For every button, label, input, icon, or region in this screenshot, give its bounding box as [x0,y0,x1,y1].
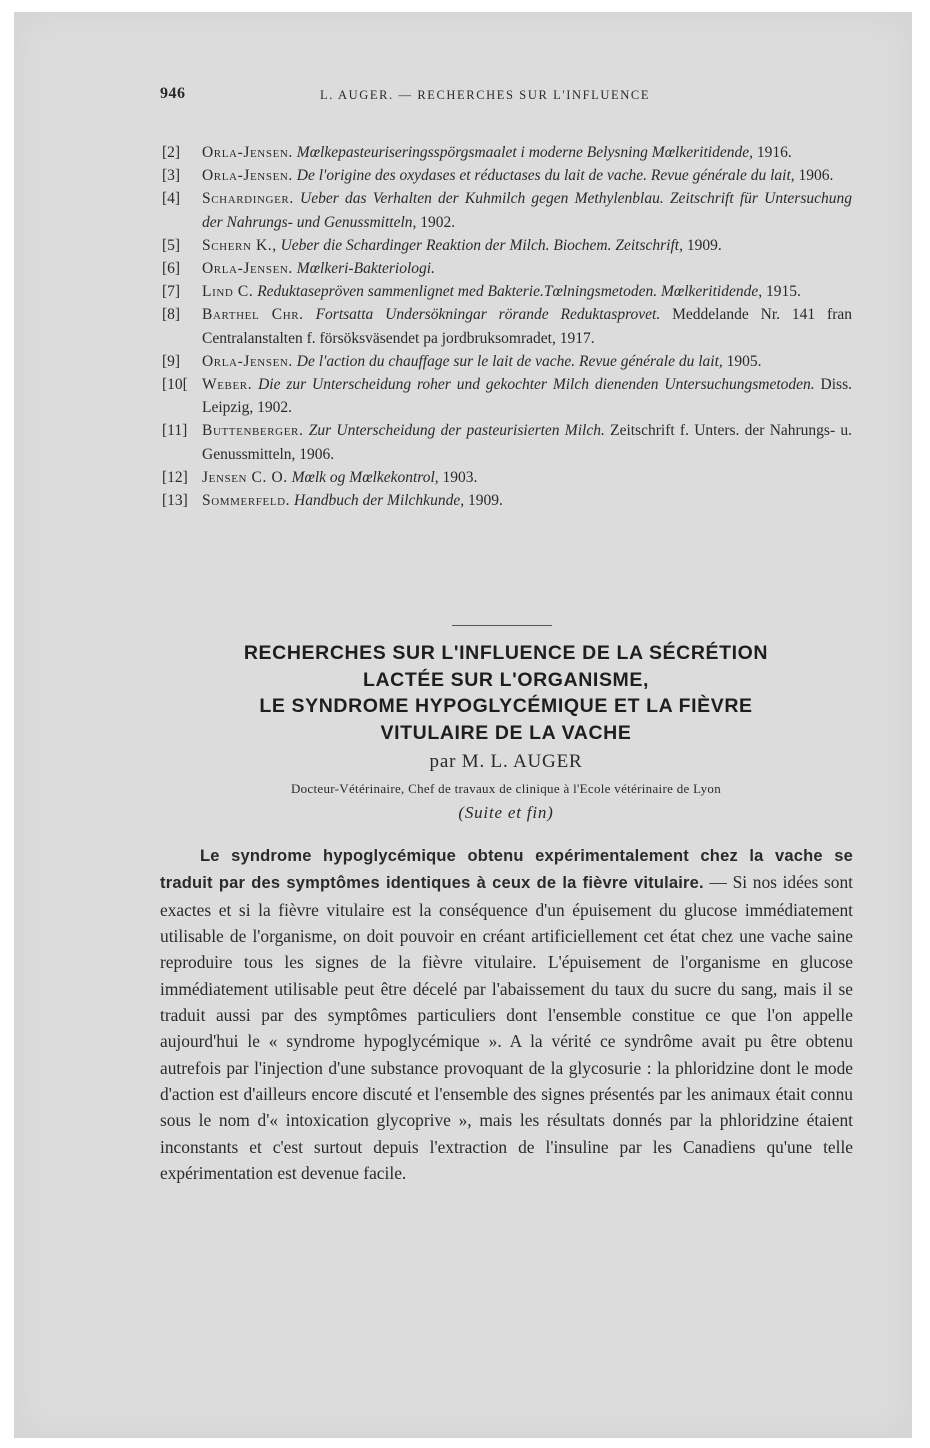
reference-body [202,187,852,233]
reference-item [162,164,852,187]
reference-detail: 1906. [794,167,834,185]
reference-title: Ueber das Verhalten der Kuhmilch gegen Methylenblau. Zeitschrift für Untersuchung der Nahrungs- und Genussmitteln, [202,190,852,231]
reference-item [162,419,852,465]
reference-title: Fortsatta Undersökningar rörande Reduktasprovet. [315,306,661,324]
running-head: L. AUGER. — RECHERCHES SUR L'INFLUENCE [320,88,651,102]
reference-item [162,257,852,280]
reference-author: Orla-Jensen. [202,167,293,185]
reference-detail: 1916. [752,144,792,161]
reference-item [162,373,852,419]
page-header [160,85,860,109]
reference-detail: Meddelande Nr. 141 fran Centralanstalten f. försöksväsendet pa jordbruksomradet, 1917. [202,306,852,347]
reference-title: Mœlk og Mœlkekontrol, [291,468,439,486]
section-divider [452,625,552,626]
reference-detail: 1909. [682,236,722,254]
reference-detail: 1903. [438,468,478,486]
reference-number: [7] [162,283,181,301]
reference-detail: Diss. Leipzig, 1902. [202,376,852,417]
body-text: — Si nos idées sont exactes et si la fièvre vitulaire est la conséquence d'un épuisement du glucose immédiatement utilisable de l'organisme, on doit pouvoir en créant artificiellement cet état chez une vache saine reproduire tous les signes de la fièvre vitulaire. L'épuisement de l'organisme en glucose immédiatement utilisable peut être décelé par l'abaissement du taux du sucre du sang, mais il se traduit aussi par des symptômes particuliers dont l'ensemble constitue ce que l'on appelle aujourd'hui le « syndrome hypoglycémique ». A la vérité ce syndrôme avait pu être obtenu autrefois par l'injection d'une substance provoquant de la glycosurie : la phloridzine dont le mode d'action est d'ailleurs encore discuté et l'ensemble des signes présentés par les animaux était connu sous le nom d'« intoxication glycoprive », mais les résultats donnés par la phloridzine étaient inconstants et c'est surtout depuis l'extraction de l'insuline par les Canadiens qu'une telle expérimentation est devenue facile. [160,872,853,1184]
reference-title: Handbuch der Milchkunde, [294,492,465,510]
reference-number: [12] [162,468,188,486]
reference-number: [5] [162,236,181,254]
reference-number: [2] [162,144,181,161]
reference-title: De l'origine des oxydases et réductases du lait de vache. Revue générale du lait, [296,167,795,185]
byline: par M. L. AUGER [429,751,583,772]
reference-title: Reduktasepröven sammenlignet med Bakterie.Tœlningsmetoden. Mœlkeritidende, [257,283,763,301]
reference-detail: Zeitschrift f. Unters. der Nahrungs- u. Genussmitteln, 1906. [202,422,853,463]
reference-title: Mœlkepasteuriseringsspörgsmaalet i moderne Belysning Mœlkeritidende, [296,144,753,161]
reference-author: Orla-Jensen. [202,144,293,161]
reference-author: Orla-Jensen. [202,260,293,278]
reference-item [162,303,852,349]
body-paragraph [160,842,853,1186]
reference-author: Schardinger. [202,190,294,208]
reference-author: Barthel Chr. [202,306,304,324]
reference-body [202,303,852,349]
reference-number: [4] [162,190,181,208]
reference-body [202,373,852,419]
reference-author: Buttenberger. [202,422,304,440]
reference-body [202,350,852,373]
reference-body [202,280,852,303]
reference-number: [11] [162,422,188,440]
reference-author: Schern K., [202,236,277,254]
reference-body [202,141,852,164]
reference-body [202,466,852,489]
reference-item [162,280,852,303]
lead-sentence: Le syndrome hypoglycémique obtenu expérimentalement chez la vache se traduit par des symptômes identiques à ceux de la fièvre vitulaire. [160,847,853,893]
reference-author: Weber. [202,376,253,394]
author-affiliation: Docteur-Vétérinaire, Chef de travaux de clinique à l'Ecole vétérinaire de Lyon [290,781,722,796]
reference-body [202,164,852,187]
reference-detail: 1902. [416,213,456,231]
reference-detail: 1909. [464,492,503,510]
reference-title: Die zur Unterscheidung roher und gekochter Milch dienenden Untersuchungsmetoden. [258,376,815,394]
reference-item [162,350,852,373]
reference-body [202,419,852,465]
reference-number: [13] [162,492,188,510]
article-title-line: LACTÉE SUR L'ORGANISME, [362,668,650,691]
reference-number: [6] [162,260,181,278]
continuation-note: (Suite et fin) [458,803,554,822]
reference-item [162,234,852,257]
reference-item [162,141,852,164]
reference-number: [3] [162,167,181,185]
reference-body [202,489,852,512]
reference-author: Jensen C. O. [202,468,288,486]
page-number: 946 [160,85,186,102]
reference-author: Lind C. [202,283,254,301]
reference-number: [9] [162,352,181,370]
reference-number: [10[ [162,376,188,394]
reference-title: Mœlkeri-Bakteriologi. [296,260,435,278]
reference-number: [8] [162,306,181,324]
reference-author: Orla-Jensen. [202,352,293,370]
reference-item [162,489,852,512]
reference-list [162,141,852,512]
reference-detail: 1915. [762,283,801,301]
article-title-line: RECHERCHES SUR L'INFLUENCE DE LA SÉCRÉTION [243,642,769,664]
reference-title: Ueber die Schardinger Reaktion der Milch. Biochem. Zeitschrift, [280,236,683,254]
reference-item [162,466,852,489]
reference-body [202,234,852,257]
reference-title: Zur Unterscheidung der pasteurisierten Milch. [308,422,605,440]
reference-item [162,187,852,233]
article-title [150,640,862,746]
reference-body [202,257,852,280]
reference-title: De l'action du chauffage sur le lait de vache. Revue générale du lait, [296,352,723,370]
reference-detail: 1905. [722,352,762,370]
article-title-line: VITULAIRE DE LA VACHE [380,721,632,744]
reference-author: Sommerfeld. [202,492,291,510]
article-title-line: LE SYNDROME HYPOGLYCÉMIQUE ET LA FIÈVRE [259,695,753,717]
